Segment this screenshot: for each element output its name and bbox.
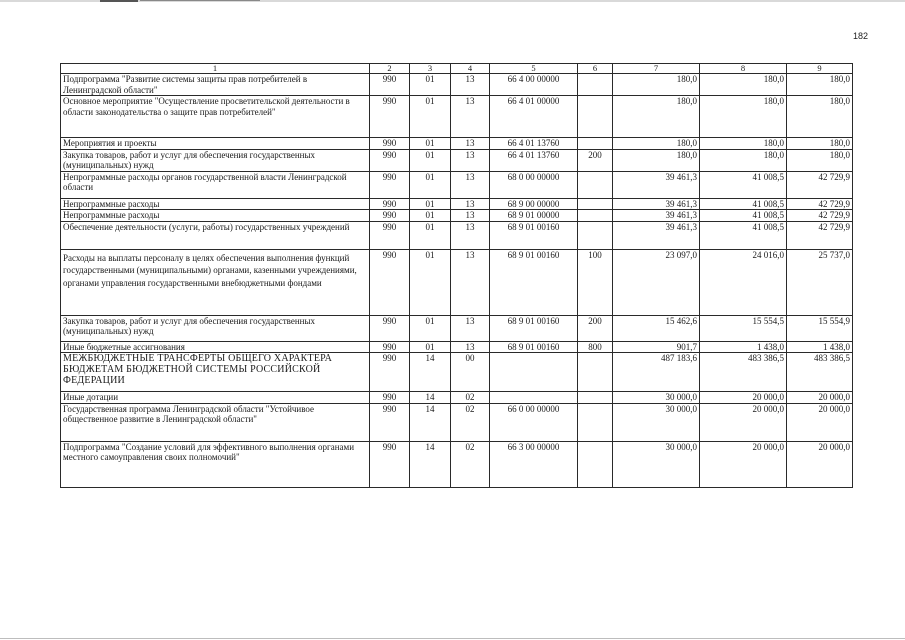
code-grbs: 990 bbox=[370, 249, 410, 315]
amount-col9: 20 000,0 bbox=[787, 403, 853, 441]
code-subsection: 13 bbox=[451, 198, 490, 210]
code-section: 14 bbox=[410, 441, 451, 487]
row-name: Мероприятия и проекты bbox=[61, 138, 370, 150]
code-subsection: 02 bbox=[451, 441, 490, 487]
amount-col8: 483 386,5 bbox=[700, 353, 787, 392]
amount-col7: 39 461,3 bbox=[613, 171, 700, 198]
code-target: 66 0 00 00000 bbox=[490, 403, 578, 441]
amount-col8: 41 008,5 bbox=[700, 198, 787, 210]
code-expense-type bbox=[578, 74, 613, 96]
code-section: 14 bbox=[410, 353, 451, 392]
code-section: 01 bbox=[410, 138, 451, 150]
code-expense-type bbox=[578, 403, 613, 441]
page-number: 182 bbox=[852, 31, 868, 41]
code-target: 68 9 01 00160 bbox=[490, 341, 578, 353]
amount-col9: 42 729,9 bbox=[787, 171, 853, 198]
table-row bbox=[61, 249, 853, 315]
amount-col7: 39 461,3 bbox=[613, 198, 700, 210]
code-subsection: 13 bbox=[451, 149, 490, 171]
amount-col7: 180,0 bbox=[613, 74, 700, 96]
amount-col8: 41 008,5 bbox=[700, 210, 787, 222]
table-row bbox=[61, 353, 853, 392]
table-row bbox=[61, 198, 853, 210]
column-header: 6 bbox=[578, 64, 613, 74]
column-header: 9 bbox=[787, 64, 853, 74]
column-header: 5 bbox=[490, 64, 578, 74]
code-subsection: 02 bbox=[451, 392, 490, 404]
code-grbs: 990 bbox=[370, 149, 410, 171]
row-name: Расходы на выплаты персоналу в целях обеспечения выполнения функций государственными (муниципальными) органами, казенными учреждениями, органами управления государственными внебюджетными фондами bbox=[61, 249, 370, 315]
code-subsection: 13 bbox=[451, 341, 490, 353]
amount-col8: 1 438,0 bbox=[700, 341, 787, 353]
amount-col7: 487 183,6 bbox=[613, 353, 700, 392]
code-section: 01 bbox=[410, 149, 451, 171]
table-row bbox=[61, 403, 853, 441]
code-expense-type: 100 bbox=[578, 249, 613, 315]
amount-col7: 180,0 bbox=[613, 149, 700, 171]
code-target: 66 4 01 13760 bbox=[490, 149, 578, 171]
amount-col9: 483 386,5 bbox=[787, 353, 853, 392]
table-row bbox=[61, 171, 853, 198]
code-grbs: 990 bbox=[370, 138, 410, 150]
code-expense-type bbox=[578, 210, 613, 222]
code-grbs: 990 bbox=[370, 315, 410, 341]
row-name: Подпрограмма "Создание условий для эффективного выполнения органами местного самоуправления своих полномочий" bbox=[61, 441, 370, 487]
code-section: 01 bbox=[410, 210, 451, 222]
code-grbs: 990 bbox=[370, 221, 410, 249]
code-target: 68 9 01 00000 bbox=[490, 210, 578, 222]
table-row bbox=[61, 441, 853, 487]
amount-col8: 20 000,0 bbox=[700, 392, 787, 404]
code-section: 01 bbox=[410, 171, 451, 198]
table-row bbox=[61, 96, 853, 138]
code-expense-type bbox=[578, 441, 613, 487]
column-header: 7 bbox=[613, 64, 700, 74]
scan-edge-top bbox=[0, 0, 905, 2]
code-target: 66 4 01 00000 bbox=[490, 96, 578, 138]
amount-col7: 30 000,0 bbox=[613, 441, 700, 487]
code-target bbox=[490, 392, 578, 404]
amount-col8: 180,0 bbox=[700, 96, 787, 138]
code-section: 01 bbox=[410, 249, 451, 315]
code-grbs: 990 bbox=[370, 441, 410, 487]
code-section: 01 bbox=[410, 341, 451, 353]
code-target: 68 0 00 00000 bbox=[490, 171, 578, 198]
code-section: 01 bbox=[410, 198, 451, 210]
code-subsection: 13 bbox=[451, 210, 490, 222]
amount-col7: 180,0 bbox=[613, 96, 700, 138]
code-grbs: 990 bbox=[370, 210, 410, 222]
amount-col7: 180,0 bbox=[613, 138, 700, 150]
row-name: Непрограммные расходы bbox=[61, 198, 370, 210]
code-section: 14 bbox=[410, 403, 451, 441]
code-expense-type bbox=[578, 96, 613, 138]
row-name: Подпрограмма "Развитие системы защиты прав потребителей в Ленинградской области" bbox=[61, 74, 370, 96]
code-grbs: 990 bbox=[370, 96, 410, 138]
amount-col9: 42 729,9 bbox=[787, 221, 853, 249]
amount-col8: 180,0 bbox=[700, 74, 787, 96]
amount-col9: 20 000,0 bbox=[787, 392, 853, 404]
row-name: Закупка товаров, работ и услуг для обеспечения государственных (муниципальных) нужд bbox=[61, 315, 370, 341]
amount-col9: 15 554,9 bbox=[787, 315, 853, 341]
column-header: 1 bbox=[61, 64, 370, 74]
code-subsection: 13 bbox=[451, 138, 490, 150]
code-grbs: 990 bbox=[370, 392, 410, 404]
amount-col9: 180,0 bbox=[787, 74, 853, 96]
code-grbs: 990 bbox=[370, 198, 410, 210]
table-row bbox=[61, 392, 853, 404]
row-name: Непрограммные расходы bbox=[61, 210, 370, 222]
code-section: 01 bbox=[410, 221, 451, 249]
code-target: 66 4 01 13760 bbox=[490, 138, 578, 150]
table-row bbox=[61, 210, 853, 222]
table-row bbox=[61, 315, 853, 341]
amount-col7: 901,7 bbox=[613, 341, 700, 353]
row-name: Основное мероприятие "Осуществление просветительской деятельности в области законодательства о защите прав потребителей" bbox=[61, 96, 370, 138]
amount-col7: 15 462,6 bbox=[613, 315, 700, 341]
amount-col9: 180,0 bbox=[787, 149, 853, 171]
amount-col8: 24 016,0 bbox=[700, 249, 787, 315]
row-name: Обеспечение деятельности (услуги, работы) государственных учреждений bbox=[61, 221, 370, 249]
code-subsection: 13 bbox=[451, 249, 490, 315]
code-expense-type bbox=[578, 198, 613, 210]
code-target: 66 3 00 00000 bbox=[490, 441, 578, 487]
code-expense-type bbox=[578, 138, 613, 150]
code-expense-type bbox=[578, 171, 613, 198]
table-row bbox=[61, 74, 853, 96]
column-header: 3 bbox=[410, 64, 451, 74]
column-header: 2 bbox=[370, 64, 410, 74]
amount-col7: 39 461,3 bbox=[613, 221, 700, 249]
code-expense-type bbox=[578, 353, 613, 392]
code-target: 68 9 01 00160 bbox=[490, 221, 578, 249]
code-section: 01 bbox=[410, 96, 451, 138]
code-grbs: 990 bbox=[370, 341, 410, 353]
table-row bbox=[61, 149, 853, 171]
row-name: Государственная программа Ленинградской области "Устойчивое общественное развитие в Ленинградской области" bbox=[61, 403, 370, 441]
code-subsection: 13 bbox=[451, 74, 490, 96]
code-expense-type bbox=[578, 221, 613, 249]
amount-col9: 1 438,0 bbox=[787, 341, 853, 353]
code-subsection: 13 bbox=[451, 315, 490, 341]
code-grbs: 990 bbox=[370, 74, 410, 96]
amount-col7: 30 000,0 bbox=[613, 392, 700, 404]
code-subsection: 13 bbox=[451, 96, 490, 138]
budget-table bbox=[60, 63, 853, 488]
amount-col7: 23 097,0 bbox=[613, 249, 700, 315]
amount-col9: 25 737,0 bbox=[787, 249, 853, 315]
amount-col8: 180,0 bbox=[700, 138, 787, 150]
amount-col8: 20 000,0 bbox=[700, 441, 787, 487]
code-expense-type: 200 bbox=[578, 149, 613, 171]
code-grbs: 990 bbox=[370, 353, 410, 392]
amount-col9: 180,0 bbox=[787, 96, 853, 138]
table-row bbox=[61, 341, 853, 353]
amount-col8: 15 554,5 bbox=[700, 315, 787, 341]
code-subsection: 13 bbox=[451, 171, 490, 198]
code-section: 01 bbox=[410, 315, 451, 341]
table-row bbox=[61, 138, 853, 150]
amount-col9: 42 729,9 bbox=[787, 198, 853, 210]
code-section: 01 bbox=[410, 74, 451, 96]
amount-col9: 42 729,9 bbox=[787, 210, 853, 222]
code-target: 68 9 01 00160 bbox=[490, 249, 578, 315]
amount-col8: 41 008,5 bbox=[700, 221, 787, 249]
amount-col7: 30 000,0 bbox=[613, 403, 700, 441]
amount-col9: 180,0 bbox=[787, 138, 853, 150]
code-section: 14 bbox=[410, 392, 451, 404]
amount-col9: 20 000,0 bbox=[787, 441, 853, 487]
table-header-row bbox=[61, 64, 853, 74]
code-expense-type: 800 bbox=[578, 341, 613, 353]
code-subsection: 00 bbox=[451, 353, 490, 392]
code-subsection: 13 bbox=[451, 221, 490, 249]
code-target: 68 9 00 00000 bbox=[490, 198, 578, 210]
amount-col8: 41 008,5 bbox=[700, 171, 787, 198]
code-subsection: 02 bbox=[451, 403, 490, 441]
code-expense-type: 200 bbox=[578, 315, 613, 341]
row-name: Иные бюджетные ассигнования bbox=[61, 341, 370, 353]
code-target: 68 9 01 00160 bbox=[490, 315, 578, 341]
amount-col7: 39 461,3 bbox=[613, 210, 700, 222]
code-grbs: 990 bbox=[370, 171, 410, 198]
column-header: 8 bbox=[700, 64, 787, 74]
code-target bbox=[490, 353, 578, 392]
code-target: 66 4 00 00000 bbox=[490, 74, 578, 96]
code-expense-type bbox=[578, 392, 613, 404]
row-name: Закупка товаров, работ и услуг для обеспечения государственных (муниципальных) нужд bbox=[61, 149, 370, 171]
row-name: Непрограммные расходы органов государственной власти Ленинградской области bbox=[61, 171, 370, 198]
row-name: Иные дотации bbox=[61, 392, 370, 404]
amount-col8: 180,0 bbox=[700, 149, 787, 171]
column-header: 4 bbox=[451, 64, 490, 74]
row-name: МЕЖБЮДЖЕТНЫЕ ТРАНСФЕРТЫ ОБЩЕГО ХАРАКТЕРА БЮДЖЕТАМ БЮДЖЕТНОЙ СИСТЕМЫ РОССИЙСКОЙ ФЕДЕРАЦИИ bbox=[61, 353, 370, 392]
code-grbs: 990 bbox=[370, 403, 410, 441]
table-row bbox=[61, 221, 853, 249]
scan-edge-bottom bbox=[0, 638, 905, 639]
amount-col8: 20 000,0 bbox=[700, 403, 787, 441]
